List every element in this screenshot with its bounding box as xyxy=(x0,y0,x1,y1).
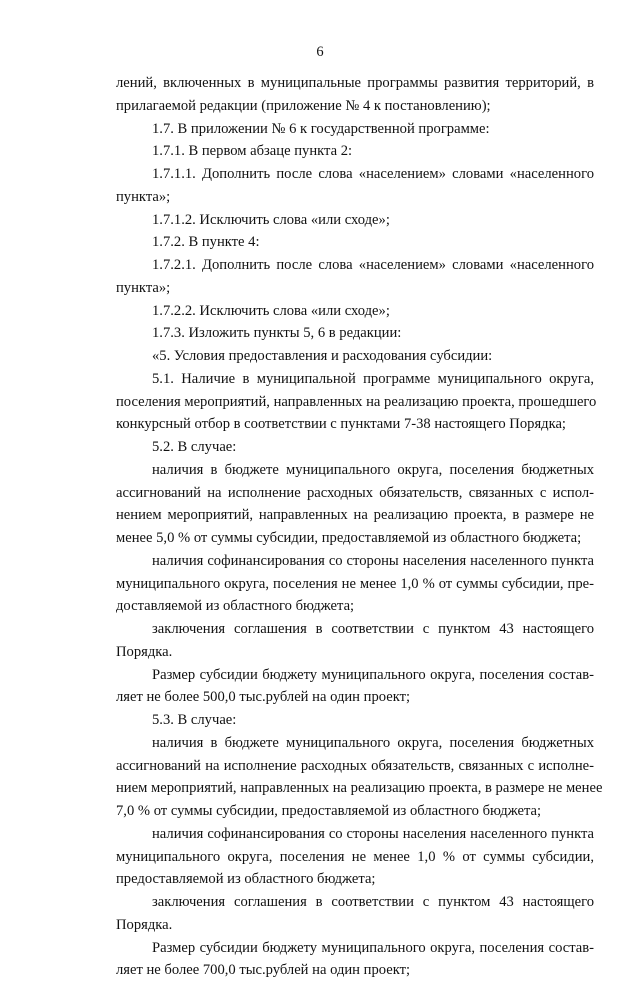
text-line: доставляемой из областного бюджета; xyxy=(116,598,355,615)
text-line: предоставляемой из областного бюджета; xyxy=(116,871,376,888)
text-line: 5.3. В случае: xyxy=(152,712,237,728)
text-line: наличия в бюджете муниципального округа, поселения бюджетных xyxy=(152,461,594,478)
text-line: ляет не более 500,0 тыс.рублей на один проект; xyxy=(116,689,411,706)
text-line: ассигнований на исполнение расходных обязательств, связанных с исполне- xyxy=(116,757,594,774)
text-line: Порядка. xyxy=(116,643,173,660)
text-line: 1.7.2.2. Исключить слова «или сходе»; xyxy=(152,302,390,319)
text-line: 1.7.1.2. Исключить слова «или сходе»; xyxy=(152,211,390,228)
text-line: наличия в бюджете муниципального округа, поселения бюджетных xyxy=(152,734,594,751)
text-line: менее 5,0 % от суммы субсидии, предоставляемой из областного бюджета; xyxy=(116,530,582,546)
text-line: наличия софинансирования со стороны населения населенного пункта xyxy=(152,825,594,842)
text-line: 1.7.3. Изложить пункты 5, 6 в редакции: xyxy=(152,325,402,342)
text-line: заключения соглашения в соответствии с пунктом 43 настоящего xyxy=(152,894,594,910)
text-line: «5. Условия предоставления и расходования субсидии: xyxy=(152,348,493,364)
page-number: 6 xyxy=(316,44,324,60)
text-line: прилагаемой редакции (приложение № 4 к постановлению); xyxy=(116,97,491,114)
text-line: муниципального округа, поселения не менее 1,0 % от суммы субсидии, пре- xyxy=(116,575,594,592)
text-line: нением мероприятий, направленных на реализацию проекта, в размере не xyxy=(116,507,594,524)
text-line: нием мероприятий, направленных на реализацию проекта, в размере не менее xyxy=(116,780,603,797)
text-line: 1.7.2. В пункте 4: xyxy=(152,234,260,251)
text-line: наличия софинансирования со стороны населения населенного пункта xyxy=(152,552,594,569)
text-line: Размер субсидии бюджету муниципального округа, поселения состав- xyxy=(152,939,594,956)
text-line: лений, включенных в муниципальные программы развития территорий, в xyxy=(116,75,594,91)
text-line: заключения соглашения в соответствии с пунктом 43 настоящего xyxy=(152,621,594,637)
text-line: 7,0 % от суммы субсидии, предоставляемой из областного бюджета; xyxy=(116,803,542,819)
text-line: ассигнований на исполнение расходных обязательств, связанных с испол- xyxy=(116,484,594,501)
text-line: 1.7.1.1. Дополнить после слова «населением» словами «населенного xyxy=(152,166,594,182)
text-line: муниципального округа, поселения не менее 1,0 % от суммы субсидии, xyxy=(116,848,594,865)
text-line: 1.7.2.1. Дополнить после слова «населением» словами «населенного xyxy=(152,257,594,273)
text-line: поселения мероприятий, направленных на реализацию проекта, прошедшего xyxy=(116,393,597,410)
text-line: 5.2. В случае: xyxy=(152,439,237,455)
text-line: конкурсный отбор в соответствии с пунктами 7-38 настоящего Порядка; xyxy=(116,416,566,433)
document-body xyxy=(116,72,603,982)
text-line: пункта»; xyxy=(116,188,171,205)
text-line: Размер субсидии бюджету муниципального округа, поселения состав- xyxy=(152,666,594,683)
text-line: 1.7.1. В первом абзаце пункта 2: xyxy=(152,143,353,160)
text-line: Порядка. xyxy=(116,916,173,933)
text-line: 1.7. В приложении № 6 к государственной программе: xyxy=(152,120,490,137)
text-line: ляет не более 700,0 тыс.рублей на один проект; xyxy=(116,962,411,979)
text-line: 5.1. Наличие в муниципальной программе муниципального округа, xyxy=(152,370,594,387)
text-line: пункта»; xyxy=(116,279,171,296)
